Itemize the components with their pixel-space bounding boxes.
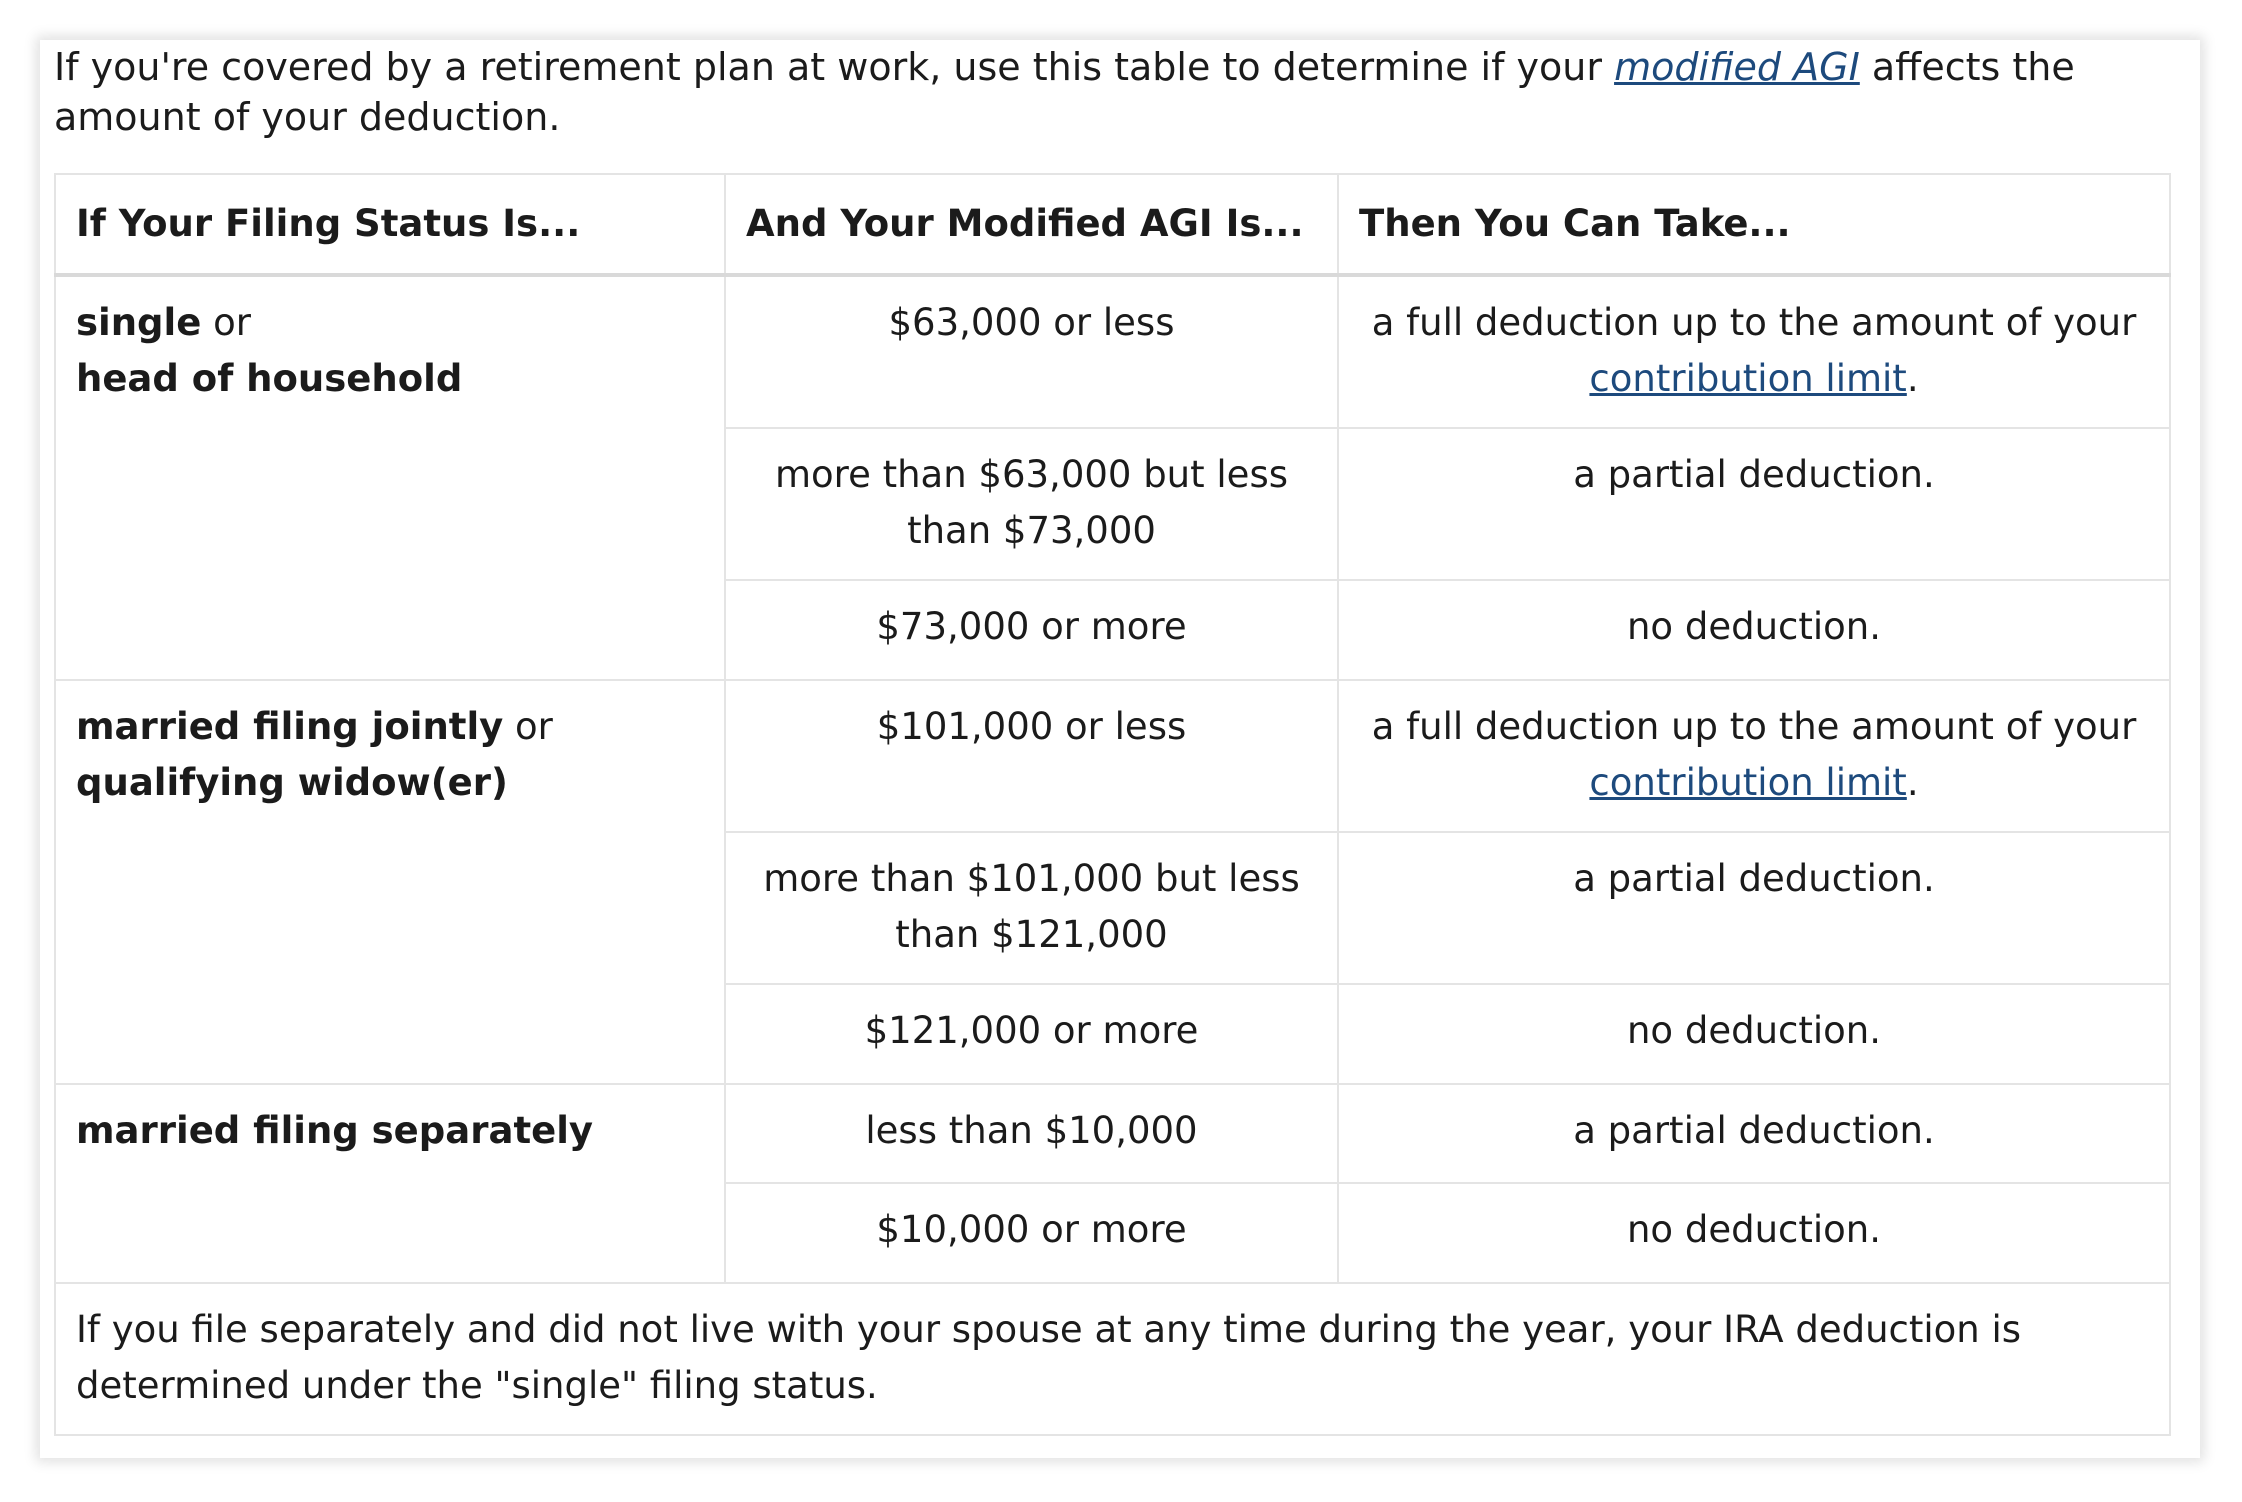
deduction-cell [1338,275,2170,428]
header-filing-status: If Your Filing Status Is... [55,174,725,275]
filing-status-cell [55,680,725,1084]
filing-status-cell [55,275,725,680]
filing-status-bold: married filing separately [76,1108,594,1152]
agi-range-cell: more than $63,000 but less than $73,000 [725,428,1338,580]
deduction-cell: a partial deduction. [1338,1084,2170,1183]
filing-status-bold: head of household [76,357,463,400]
footnote-cell: If you file separately and did not live with your spouse at any time during the year, your IRA deduction is determined under the "single" filing status. [55,1283,2170,1435]
deduction-cell: a partial deduction. [1338,428,2170,580]
agi-range-cell: more than $101,000 but less than $121,000 [725,832,1338,984]
agi-range-cell: $63,000 or less [725,275,1338,428]
intro-text: If you're covered by a retirement plan at work, use this table to determine if your [54,45,1615,89]
content-card [40,40,2200,1458]
intro-text-end: affects the amount of your deduction. [54,45,2075,139]
table-row [55,680,2170,832]
footnote-row [55,1283,2170,1435]
deduction-text: a full deduction up to the amount of your [1371,704,2137,748]
agi-range-cell: $121,000 or more [725,984,1338,1083]
header-modified-agi: And Your Modified AGI Is... [725,174,1338,275]
contribution-limit-link[interactable]: contribution limit [1589,760,1907,804]
agi-range-cell: $101,000 or less [725,680,1338,832]
header-deduction: Then You Can Take... [1338,174,2170,275]
filing-status-bold: married filing jointly [76,704,504,748]
agi-range-cell: $10,000 or more [725,1183,1338,1282]
deduction-cell: no deduction. [1338,984,2170,1083]
table-header-row [55,174,2170,275]
agi-range-cell: $73,000 or more [725,580,1338,679]
agi-range-cell: less than $10,000 [725,1084,1338,1183]
intro-paragraph [54,42,2184,142]
deduction-cell: no deduction. [1338,580,2170,679]
contribution-limit-link[interactable]: contribution limit [1589,357,1907,400]
filing-status-bold: qualifying widow(er) [76,760,508,804]
ira-deduction-table [54,173,2171,1436]
modified-agi-link[interactable]: modified AGI [1614,45,1860,89]
table-row [55,1084,2170,1183]
table-row [55,275,2170,428]
filing-status-cell [55,1084,725,1283]
filing-status-connector: or [503,704,553,748]
filing-status-bold: single [76,301,202,344]
filing-status-connector: or [201,301,251,344]
deduction-text: a full deduction up to the amount of your [1371,301,2137,344]
deduction-cell: a partial deduction. [1338,832,2170,984]
deduction-text-end: . [1906,357,1919,400]
deduction-text-end: . [1906,760,1919,804]
deduction-cell [1338,680,2170,832]
deduction-cell: no deduction. [1338,1183,2170,1282]
